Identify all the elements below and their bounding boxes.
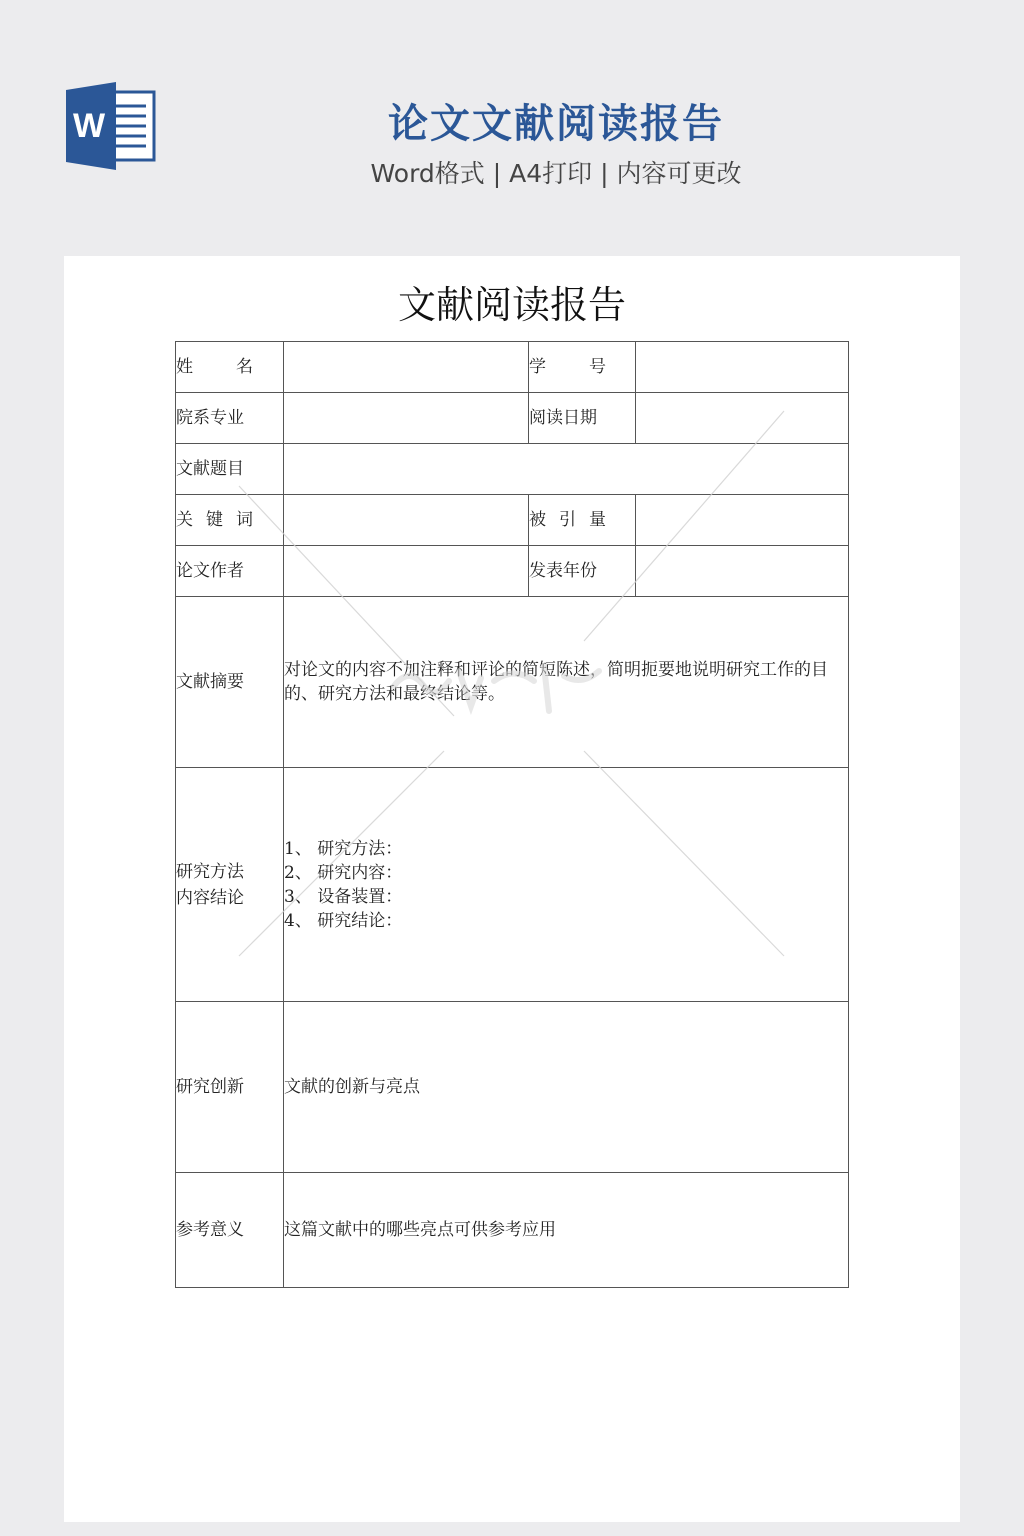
table-row (176, 1002, 849, 1173)
table-row (176, 1173, 849, 1288)
methods-item: 3、 设备装置： (284, 886, 403, 907)
pub-year-field[interactable] (636, 546, 849, 597)
methods-label: 研究方法 内容结论 (176, 768, 284, 1002)
department-label: 院系专业 (176, 393, 284, 444)
banner-title: 论文文献阅读报告 (388, 101, 724, 147)
table-row (176, 444, 849, 495)
name-label: 姓 名 (176, 342, 284, 393)
table-row (176, 342, 849, 393)
department-field[interactable] (284, 393, 529, 444)
header-banner (0, 0, 1024, 240)
keywords-field[interactable] (284, 495, 529, 546)
innovation-field[interactable] (284, 1002, 849, 1173)
citations-label: 被 引 量 (529, 495, 636, 546)
reference-value-label: 参考意义 (176, 1173, 284, 1288)
author-field[interactable] (284, 546, 529, 597)
table-row (176, 768, 849, 1002)
read-date-label: 阅读日期 (529, 393, 636, 444)
reference-value-text: 这篇文献中的哪些亮点可供参考应用 (284, 1220, 556, 1240)
innovation-text: 文献的创新与亮点 (284, 1077, 420, 1097)
name-field[interactable] (284, 342, 529, 393)
document-title: 文献阅读报告 (397, 283, 626, 327)
methods-item: 1、 研究方法： (284, 838, 403, 859)
table-row (176, 495, 849, 546)
methods-field[interactable] (284, 768, 849, 1002)
document-page (64, 256, 960, 1522)
innovation-label: 研究创新 (176, 1002, 284, 1173)
keywords-label: 关 键 词 (176, 495, 284, 546)
author-label: 论文作者 (176, 546, 284, 597)
paper-title-field[interactable] (284, 444, 849, 495)
table-row (176, 546, 849, 597)
methods-item: 4、 研究结论： (284, 910, 403, 931)
abstract-field[interactable] (284, 597, 849, 768)
table-row (176, 597, 849, 768)
methods-item: 2、 研究内容： (284, 862, 403, 883)
banner-subtitle: Word格式 | A4打印 | 内容可更改 (370, 159, 742, 188)
abstract-label: 文献摘要 (176, 597, 284, 768)
citations-field[interactable] (636, 495, 849, 546)
svg-text:W: W (72, 107, 106, 145)
student-id-field[interactable] (636, 342, 849, 393)
paper-title-label: 文献题目 (176, 444, 284, 495)
reference-value-field[interactable] (284, 1173, 849, 1288)
pub-year-label: 发表年份 (529, 546, 636, 597)
read-date-field[interactable] (636, 393, 849, 444)
abstract-text: 对论文的内容不加注释和评论的简短陈述，简明扼要地说明研究工作的目的、研究方法和最终结论等。 (284, 660, 828, 704)
table-row (176, 393, 849, 444)
word-icon (64, 80, 156, 172)
student-id-label: 学 号 (529, 342, 636, 393)
report-form-table (175, 341, 849, 1288)
